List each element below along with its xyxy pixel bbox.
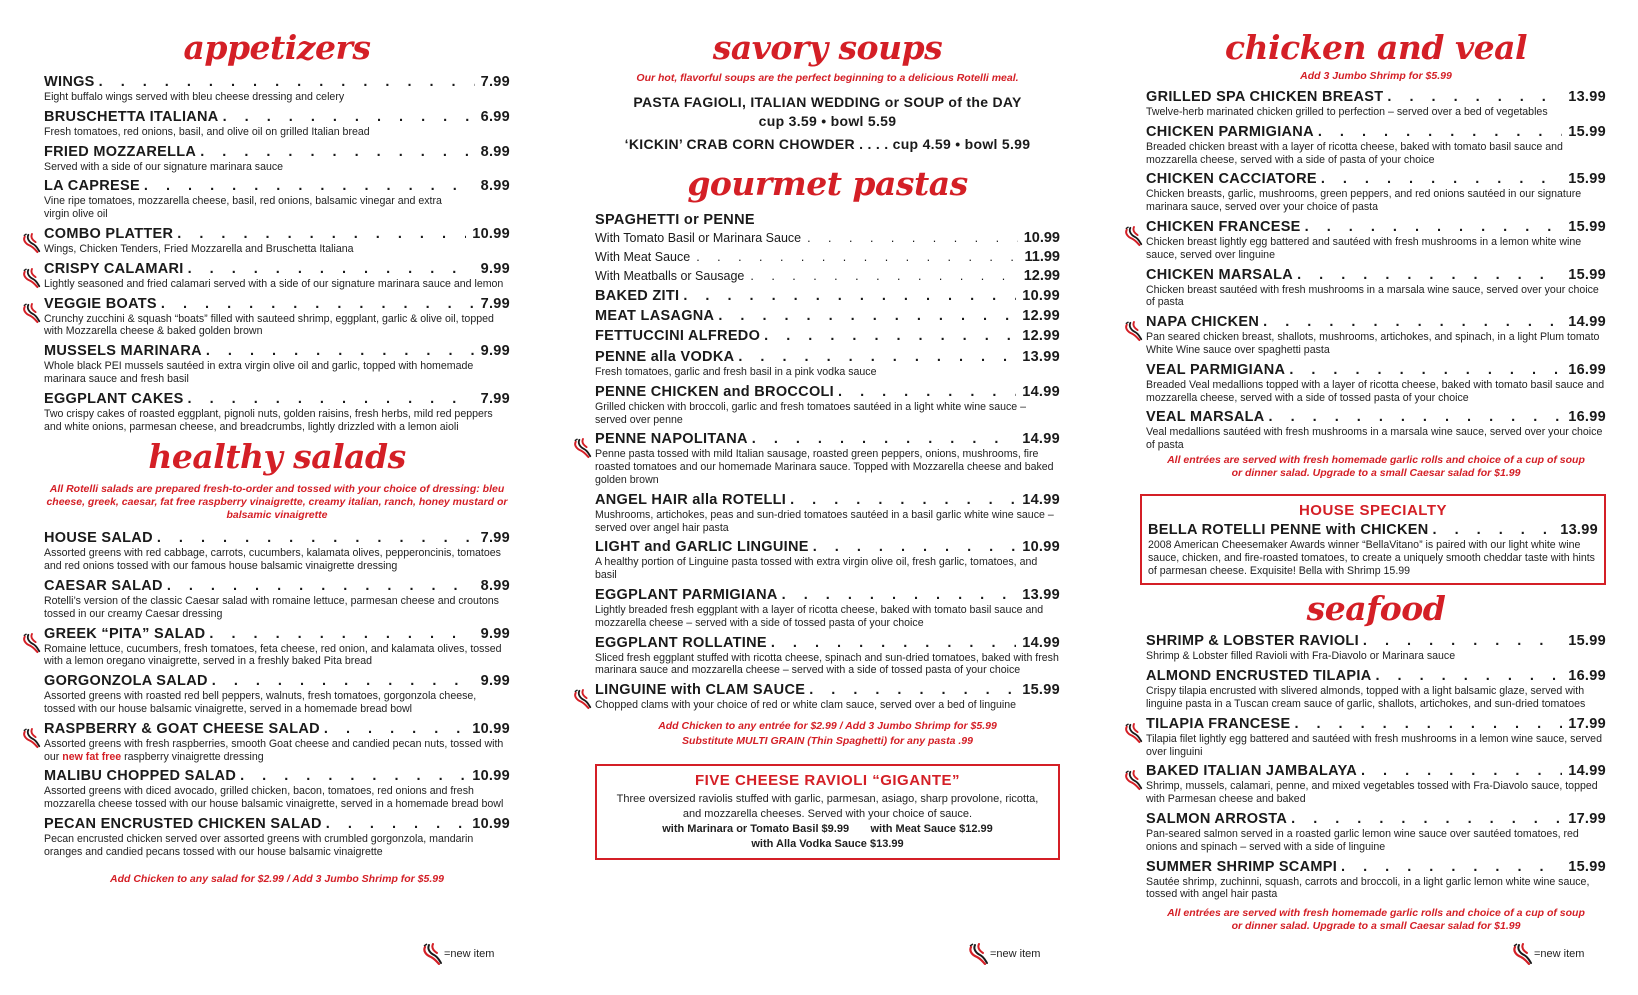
item-name: CHICKEN CACCIATORE [1146, 171, 1317, 188]
item-price: 15.99 [1568, 123, 1606, 140]
item-desc: Whole black PEI mussels sautéed in extra virgin olive oil and garlic, topped with homemade marinara sauce and fresh basil [44, 360, 474, 385]
item-desc: Shrimp, mussels, calamari, penne, and mixed vegetables tossed with Fra-Diavolo sauce, topped with Parmesan cheese and baked [1146, 780, 1598, 806]
item-name: TILAPIA FRANCESE [1146, 715, 1291, 732]
menu-item [595, 539, 1060, 582]
menu-item [1146, 314, 1606, 357]
item-desc: Chicken breast lightly egg battered and sautéed with fresh mushrooms in a lemon white wine sauce, served over linguine [1146, 235, 1582, 261]
item-price: 10.99 [1022, 288, 1060, 304]
pasta-option [595, 229, 1060, 248]
item-name: PENNE CHICKEN and BROCCOLI [595, 383, 835, 400]
option-label: With Meat Sauce [595, 250, 691, 264]
item-desc: Chicken breasts, garlic, mushrooms, green peppers, and red onions sautéed in our signature marinara sauce, served over your choice of pasta [1146, 188, 1582, 214]
menu-item [1146, 171, 1606, 214]
item-desc: Crunchy zucchini & squash “boats” filled with sauteed shrimp, eggplant, garlic & olive oil, topped with Mozzarella cheese & baked golden brown [44, 312, 494, 338]
new-item-pepper-icon [22, 727, 42, 749]
legend-label: =new item [990, 948, 1041, 960]
item-desc: Grilled chicken with broccoli, garlic and fresh tomatoes sautéed in a light white wine sauce – served over penne [595, 400, 1027, 426]
item-price: 6.99 [480, 108, 510, 125]
item-name: CHICKEN MARSALA [1146, 266, 1294, 283]
item-price: 14.99 [1568, 763, 1606, 780]
item-desc: Vine ripe tomatoes, mozzarella cheese, basil, red onions, balsamic vinegar and extra virgin olive oil [44, 195, 442, 221]
menu-item [595, 492, 1060, 535]
item-desc: 2008 American Cheesemaker Awards winner “BellaVitano” is paired with our light white wine sauce, chicken, and fire-roasted tomatoes, to create a uniquely smooth cheddar taste with hints of parmesan cheese. Exquisite! Bella with Shrimp 15.99 [1148, 538, 1595, 577]
menu-item [44, 626, 510, 669]
menu-item [44, 109, 510, 139]
menu-item [44, 296, 510, 339]
item-price: 10.99 [472, 815, 510, 832]
item-name: SUMMER SHRIMP SCAMPI [1146, 858, 1338, 875]
menu-item [44, 768, 510, 811]
pastas-footer-sub: Substitute MULTI GRAIN (Thin Spaghetti) for any pasta .99 [682, 734, 973, 747]
item-price: 17.99 [1568, 810, 1606, 827]
item-name: COMBO PLATTER [44, 225, 174, 242]
item-desc: Pan seared chicken breast, shallots, mushrooms, artichokes, and spinach, in a light Plum tomato White Wine sauce over spaghetti pasta [1146, 331, 1600, 356]
item-name: LA CAPRESE [44, 178, 140, 195]
salads-footer: Add Chicken to any salad for $2.99 / Add 3 Jumbo Shrimp for $5.99 [110, 872, 444, 885]
item-desc: Shrimp & Lobster filled Ravioli with Fra-Diavolo or Marinara sauce [1146, 650, 1456, 663]
item-desc [44, 738, 510, 764]
item-name: CAESAR SALAD [44, 577, 163, 594]
item-name: MALIBU CHOPPED SALAD [44, 768, 237, 785]
item-desc: Fresh tomatoes, garlic and fresh basil in a pink vodka sauce [595, 366, 877, 378]
chicken-veal-heading: chicken and veal [1224, 28, 1528, 67]
menu-item [595, 635, 1060, 678]
item-price: 15.99 [1568, 858, 1606, 875]
menu-item [1146, 633, 1606, 663]
item-price: 13.99 [1560, 521, 1598, 538]
menu-item [44, 578, 510, 621]
pastas-heading: gourmet pastas [687, 164, 968, 203]
house-specialty-box [1140, 494, 1606, 585]
option-price: 11.99 [1024, 249, 1060, 265]
item-price: 9.99 [480, 260, 510, 277]
item-name: VEGGIE BOATS [44, 295, 157, 312]
legend-label: =new item [444, 948, 495, 960]
item-price: 17.99 [1568, 715, 1606, 732]
item-desc: Mushrooms, artichokes, peas and sun-dried tomatoes sautéed in a basil garlic white wine sauce – served over angel hair pasta [595, 508, 1054, 534]
item-desc: Chicken breast sautéed with fresh mushrooms in a marsala wine sauce, served over your choice of pasta [1146, 283, 1599, 309]
item-price: 7.99 [480, 74, 510, 90]
menu-item [595, 431, 1060, 486]
item-desc: Sliced fresh eggplant stuffed with ricotta cheese, spinach and sun-dried tomatoes, baked with fresh marinara sauce and mozzarella cheese – served with a side of tossed pasta of your choice [595, 651, 1059, 677]
item-desc: Served with a side of our signature marinara sauce [44, 160, 284, 173]
menu-item [44, 74, 510, 104]
seafood-heading: seafood [1306, 589, 1446, 629]
menu-item [595, 587, 1060, 630]
item-desc: Penne pasta tossed with mild Italian sausage, roasted green peppers, onions, mushrooms, fire roasted tomatoes and our homemade Marinara sauce. Topped with Mozzarella cheese and baked golden brown [595, 448, 1054, 486]
legend-label: =new item [1534, 948, 1585, 960]
house-specialty-title: HOUSE SPECIALTY [1298, 501, 1448, 519]
new-item-pepper-icon [1124, 722, 1144, 744]
new-item-pepper-icon [22, 232, 42, 254]
menu-item [1146, 859, 1606, 902]
menu-item [44, 530, 510, 573]
item-price: 13.99 [1022, 586, 1060, 603]
item-desc: Fresh tomatoes, red onions, basil, and olive oil on grilled Italian bread [44, 125, 370, 138]
item-name: GREEK “PITA” SALAD [44, 625, 206, 642]
chicken-veal-note: Add 3 Jumbo Shrimp for $5.99 [1300, 70, 1452, 82]
item-desc: A healthy portion of Linguine pasta tossed with extra virgin olive oil, fresh garlic, tomatoes, and basil [595, 556, 1038, 582]
item-desc: Lightly breaded fresh eggplant with a layer of ricotta cheese, baked with tomato basil sauce and mozzarella cheese – served with a side of tossed pasta of your choice [595, 603, 1044, 629]
item-price: 10.99 [1022, 539, 1060, 556]
item-name: MUSSELS MARINARA [44, 343, 202, 360]
item-price: 15.99 [1568, 266, 1606, 283]
menu-item [1146, 409, 1606, 452]
new-fat-free-highlight: new fat free [62, 750, 122, 763]
column-center [595, 28, 1060, 860]
soups-heading: savory soups [712, 28, 943, 67]
item-name: SHRIMP & LOBSTER RAVIOLI [1146, 633, 1359, 650]
item-desc: Lightly seasoned and fried calamari served with a side of our signature marinara sauce and lemon [44, 277, 504, 290]
item-name: GORGONZOLA SALAD [44, 673, 208, 690]
item-price: 9.99 [480, 673, 510, 690]
menu-item [44, 343, 510, 386]
item-price: 14.99 [1022, 431, 1060, 448]
item-desc: Sautée shrimp, zuchinni, squash, carrots and broccoli, in a light garlic lemon white wine sauce, tossed with angel hair pasta [1146, 875, 1590, 901]
item-price: 8.99 [480, 143, 510, 160]
item-name: EGGPLANT PARMIGIANA [595, 586, 778, 603]
item-name: WINGS [44, 74, 95, 90]
item-desc: Tilapia filet lightly egg battered and sautéed with fresh mushrooms in a lemon wine sauce, served over linguini [1146, 732, 1602, 758]
item-desc: Eight buffalo wings served with bleu cheese dressing and celery [44, 91, 345, 103]
item-desc: Breaded Veal medallions topped with a layer of ricotta cheese, baked with tomato basil sauce and mozzarella cheese, served with a side of tossed pasta of your choice [1146, 378, 1605, 404]
item-price: 12.99 [1022, 328, 1060, 344]
new-item-legend [1512, 943, 1584, 965]
menu-item [44, 721, 510, 764]
desc-text: raspberry vinaigrette dressing [121, 750, 264, 763]
item-name: NAPA CHICKEN [1146, 314, 1260, 331]
item-name: BAKED ITALIAN JAMBALAYA [1146, 763, 1357, 780]
chili-pepper-icon [422, 943, 444, 965]
new-item-pepper-icon [22, 267, 42, 289]
chili-pepper-icon [968, 943, 990, 965]
item-price: 14.99 [1022, 634, 1060, 651]
item-name: SALMON ARROSTA [1146, 810, 1288, 827]
menu-item [595, 682, 1060, 712]
item-price: 10.99 [472, 720, 510, 737]
item-name: RASPBERRY & GOAT CHEESE SALAD [44, 720, 320, 737]
item-name: ALMOND ENCRUSTED TILAPIA [1146, 668, 1372, 685]
item-price: 9.99 [480, 343, 510, 360]
pasta-option [595, 248, 1060, 267]
menu-item [595, 308, 1060, 325]
item-price: 9.99 [480, 625, 510, 642]
item-price: 7.99 [480, 530, 510, 547]
pastas-footer-add: Add Chicken to any entrée for $2.99 / Add 3 Jumbo Shrimp for $5.99 [658, 719, 997, 732]
item-desc: Assorted greens with roasted red bell peppers, walnuts, fresh tomatoes, gorgonzola cheese, tossed with our house balsamic vinaigrette, served in a homemade bread bowl [44, 690, 477, 715]
menu-item [44, 816, 510, 859]
item-name: CRISPY CALAMARI [44, 260, 184, 277]
ravioli-title: FIVE CHEESE RAVIOLI “GIGANTE” [694, 771, 961, 789]
ravioli-box [595, 764, 1060, 860]
item-desc: Pecan encrusted chicken served over assorted greens with crumbled gorgonzola, mandarin oranges and candied pecans tossed with our house balsamic vinaigrette [44, 832, 474, 858]
option-label: With Tomato Basil or Marinara Sauce [595, 231, 802, 245]
column-right [1146, 28, 1606, 933]
item-price: 14.99 [1022, 491, 1060, 508]
soups-note: Our hot, flavorful soups are the perfect beginning to a delicious Rotelli meal. [636, 72, 1019, 84]
chicken-veal-footer: All entrées are served with fresh homemade garlic rolls and choice of a cup of soup or dinner salad. Upgrade to a small Caesar salad for $1.99 [1167, 453, 1585, 479]
item-price: 7.99 [480, 390, 510, 407]
soup-prices: cup 3.59 • bowl 5.59 [758, 113, 897, 129]
item-desc: Assorted greens with red cabbage, carrots, cucumbers, kalamata olives, pepperoncinis, tomatoes and red onions tossed with our famous house balsamic vinaigrette dressing [44, 547, 501, 573]
menu-item [1146, 716, 1606, 759]
menu-item [1146, 362, 1606, 405]
menu-item [1146, 89, 1606, 119]
item-name: EGGPLANT ROLLATINE [595, 634, 767, 651]
item-desc: Breaded chicken breast with a layer of ricotta cheese, baked with tomato basil sauce and mozzarella cheese, served with a side of pasta of your choice [1146, 140, 1563, 166]
item-name: GRILLED SPA CHICKEN BREAST [1146, 89, 1384, 105]
desc-text: Assorted greens with fresh raspberries, smooth Goat cheese and candied pecan nuts, tossed with our [44, 737, 504, 763]
item-desc: Wings, Chicken Tenders, Fried Mozzarella and Bruschetta Italiana [44, 242, 354, 255]
item-price: 12.99 [1022, 308, 1060, 324]
item-price: 8.99 [480, 178, 510, 195]
item-name: PENNE NAPOLITANA [595, 431, 748, 448]
option-price: 12.99 [1023, 268, 1060, 284]
menu-item [44, 391, 510, 434]
option-label: With Meatballs or Sausage [595, 269, 745, 283]
menu-item [595, 288, 1060, 305]
new-item-legend [968, 943, 1040, 965]
item-price: 16.99 [1568, 361, 1606, 378]
item-name: EGGPLANT CAKES [44, 390, 184, 407]
ravioli-sauces: with Marinara or Tomato Basil $9.99 with Meat Sauce $12.99 [662, 822, 993, 835]
appetizers-heading: appetizers [183, 28, 371, 67]
item-name: BAKED ZITI [595, 288, 680, 304]
item-name: LIGHT and GARLIC LINGUINE [595, 539, 809, 556]
item-price: 14.99 [1568, 314, 1606, 331]
item-name: ANGEL HAIR alla ROTELLI [595, 491, 787, 508]
new-item-pepper-icon [1124, 769, 1144, 791]
menu-item [1146, 668, 1606, 711]
item-name: MEAT LASAGNA [595, 308, 715, 324]
menu-item [44, 673, 510, 716]
item-name: FRIED MOZZARELLA [44, 143, 197, 160]
seafood-footer: All entrées are served with fresh homemade garlic rolls and choice of a cup of soup or dinner salad. Upgrade to a small Caesar salad for $1.99 [1167, 907, 1585, 933]
menu-item [1146, 124, 1606, 167]
item-desc: Assorted greens with diced avocado, grilled chicken, bacon, tomatoes, red onions and fresh mozzarella cheese tossed with our house balsamic vinaigrette, served in a homemade bread bowl [44, 785, 504, 811]
new-item-pepper-icon [573, 688, 593, 710]
item-price: 10.99 [472, 225, 510, 242]
item-desc: Crispy tilapia encrusted with slivered almonds, topped with a light balsamic glaze, served with linguine pasta in a Tuscan cream sauce of garlic, shallots, artichokes, and sun-dried tomatoes [1146, 685, 1586, 710]
new-item-pepper-icon [22, 632, 42, 654]
item-price: 13.99 [1022, 349, 1060, 365]
new-item-legend [422, 943, 494, 965]
item-desc: Rotelli’s version of the classic Caesar salad with romaine lettuce, parmesan cheese and croutons tossed in our creamy Caesar dressing [44, 594, 499, 620]
menu-item [595, 328, 1060, 345]
menu-item [595, 384, 1060, 427]
item-name: LINGUINE with CLAM SAUCE [595, 682, 806, 699]
item-name: BRUSCHETTA ITALIANA [44, 108, 219, 125]
item-name: BELLA ROTELLI PENNE with CHICKEN [1148, 521, 1429, 538]
item-price: 16.99 [1568, 668, 1606, 685]
item-desc: Two crispy cakes of roasted eggplant, pignoli nuts, golden raisins, fresh herbs, mild red peppers and white onions, parmesan cheese, and breadcrumbs, lightly drizzled with a lemon aioli [44, 407, 493, 433]
new-item-pepper-icon [1124, 225, 1144, 247]
pasta-option [595, 267, 1060, 286]
soup-line: PASTA FAGIOLI, ITALIAN WEDDING or SOUP of the DAY [633, 94, 1022, 110]
item-price: 14.99 [1022, 383, 1060, 400]
item-price: 13.99 [1568, 89, 1606, 105]
menu-item [1146, 267, 1606, 310]
new-item-pepper-icon [1124, 320, 1144, 342]
item-desc: Pan-seared salmon served in a roasted garlic lemon wine sauce over sautéed tomatoes, red onions and spinach – served with a side of linguine [1146, 827, 1579, 853]
ravioli-vodka: with Alla Vodka Sauce $13.99 [751, 837, 904, 850]
item-name: VEAL MARSALA [1146, 409, 1265, 426]
item-price: 8.99 [480, 577, 510, 594]
item-price: 15.99 [1568, 218, 1606, 235]
column-left [44, 28, 510, 886]
item-price: 15.99 [1022, 682, 1060, 699]
menu-item [1146, 763, 1606, 806]
item-price: 16.99 [1568, 409, 1606, 426]
menu-item [595, 212, 1060, 286]
item-name: VEAL PARMIGIANA [1146, 361, 1286, 378]
item-desc: Twelve-herb marinated chicken grilled to perfection – served over a bed of vegetables [1146, 106, 1548, 118]
item-name: FETTUCCINI ALFREDO [595, 328, 761, 344]
item-name: HOUSE SALAD [44, 530, 153, 547]
ravioli-desc: Three oversized raviolis stuffed with garlic, parmesan, asiago, sharp provolone, ricotta, and mozzarella cheeses. Served with your choice of sauce. [616, 792, 1039, 820]
menu-item [44, 178, 510, 221]
menu-item [1146, 811, 1606, 854]
menu-item [595, 349, 1060, 379]
menu-item [44, 226, 510, 256]
new-item-pepper-icon [573, 437, 593, 459]
item-desc: Veal medallions sautéed with fresh mushrooms in a marsala wine sauce, served over your choice of pasta [1146, 426, 1603, 452]
item-price: 15.99 [1568, 633, 1606, 650]
item-desc: Chopped clams with your choice of red or white clam sauce, served over a bed of linguine [595, 699, 1017, 712]
chili-pepper-icon [1512, 943, 1534, 965]
item-price: 15.99 [1568, 171, 1606, 188]
item-desc: Romaine lettuce, cucumbers, fresh tomatoes, feta cheese, red onion, and kalamata olives, tossed with a lemon oregano vinaigrette, served in a freshly baked Pita bread [44, 642, 502, 668]
menu-item [44, 144, 510, 174]
item-name: PENNE alla VODKA [595, 349, 735, 365]
item-price: 10.99 [472, 768, 510, 785]
item-name: PECAN ENCRUSTED CHICKEN SALAD [44, 815, 322, 832]
item-name: CHICKEN FRANCESE [1146, 218, 1301, 235]
salads-heading: healthy salads [148, 437, 406, 477]
salads-note: All Rotelli salads are prepared fresh-to-order and tossed with your choice of dressing: bleu cheese, greek, caesar, fat free raspberry vinaigrette, creamy italian, ranch, honey mustard or balsamic vinaigrette [46, 483, 508, 522]
item-price: 7.99 [480, 295, 510, 312]
item-name: SPAGHETTI or PENNE [595, 212, 755, 228]
chowder-line: ‘KICKIN’ CRAB CORN CHOWDER . . . . cup 4.59 • bowl 5.99 [624, 136, 1031, 152]
menu-item [44, 261, 510, 291]
new-item-pepper-icon [22, 302, 42, 324]
menu-item [1146, 219, 1606, 262]
option-price: 10.99 [1023, 230, 1060, 246]
item-name: CHICKEN PARMIGIANA [1146, 123, 1314, 140]
